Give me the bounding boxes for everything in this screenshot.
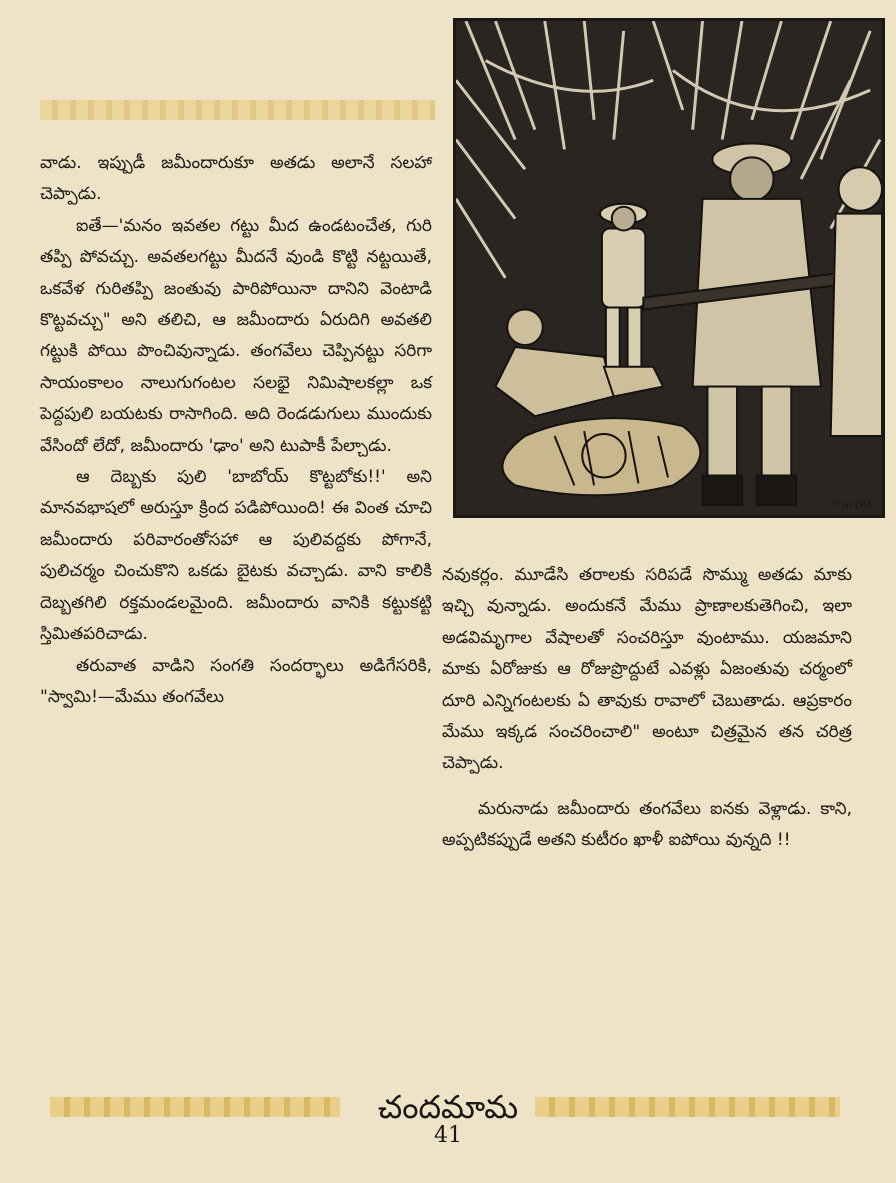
paragraph: మరునాడు జమీందారు తంగవేలు ఐనకు వెళ్లాడు. కాని, అప్పటికప్పుడే అతని కుటీరం ఖాళీ ఐపోయి వున్నది !!: [442, 798, 852, 851]
paragraph: తరువాత వాడిని సంగతి సందర్భాలు అడిగేసరికి, "స్వామి!—మేము తంగవేలు: [40, 655, 432, 707]
page-number: 41: [434, 1123, 462, 1148]
artist-signature: CHITRA: [834, 501, 874, 511]
jungle-hunt-illustration: [453, 18, 885, 518]
illustration-drawing: [456, 21, 882, 515]
decorative-band-top: [40, 100, 435, 120]
story-text-left-column: [40, 148, 432, 713]
paragraph: నవుకర్లం. మూడేసి తరాలకు సరిపడే సొమ్ము అతడు మాకు ఇచ్చి వున్నాడు. అందుకనే మేము ప్రాణాలకుతెగించి, ఇలా అడవిమృగాల వేషాలతో సంచరిస్తూ వుంటాము. యజమాని మాకు ఏరోజుకు ఆ రోజుప్రొద్దుటే ఎవళ్లు ఏజంతువు చర్మంలో దూరి ఎన్నిగంటలకు ఏ తావుకు రావాలో చెబుతాడు. ఆప్రకారం మేము ఇక్కడ సంచరించాలి" అంటూ చిత్రమైన తన చరిత్ర చెప్పాడు.: [442, 565, 852, 774]
paragraph: ఐతే—'మనం ఇవతల గట్టు మీద ఉండటంచేత, గురి తప్పి పోవచ్చు. అవతలగట్టు మీదనే వుండి కొట్టి నట్టయితే, ఒకవేళ గురితప్పి జంతువు పారిపోయినా దానిని వెంటాడి కొట్టవచ్చు" అని తలిచి, ఆ జమీందారు ఏరుదిగి అవతలి గట్టుకి పోయి పొంచివున్నాడు. తంగవేలు చెప్పినట్టు సరిగా సాయంకాలం నాలుగుగంటల సలభై నిమిషాలకల్లా ఒక పెద్దపులి బయటకు రాసాగింది. అది రెండడుగులు ముందుకు వేసిందో లేదో, జమీందారు 'ఢాం' అని టుపాకీ పేల్చాడు.: [40, 215, 432, 456]
paragraph: ఆ దెబ్బకు పులి 'బాబోయ్ కొట్టబోకు!!' అని మానవభాషలో అరుస్తూ క్రింద పడిపోయింది! ఈ వింత చూచి జమీందారు పరివారంతోసహా ఆ పులివద్దకు పోగానే, పులిచర్మం చించుకొని ఒకడు బైటకు వచ్చాడు. వాని కాలికి దెబ్బతగిలి రక్తమండలమైంది. జమీందారు వానికి కట్టుకట్టి స్తిమితపరిచాడు.: [40, 467, 432, 645]
story-text-right-column: [442, 560, 852, 857]
magazine-title: చందమామ: [377, 1088, 519, 1126]
paragraph: వాడు. ఇప్పుడీ జమీందారుకూ అతడు అలానే సలహా చెప్పాడు.: [40, 153, 432, 205]
